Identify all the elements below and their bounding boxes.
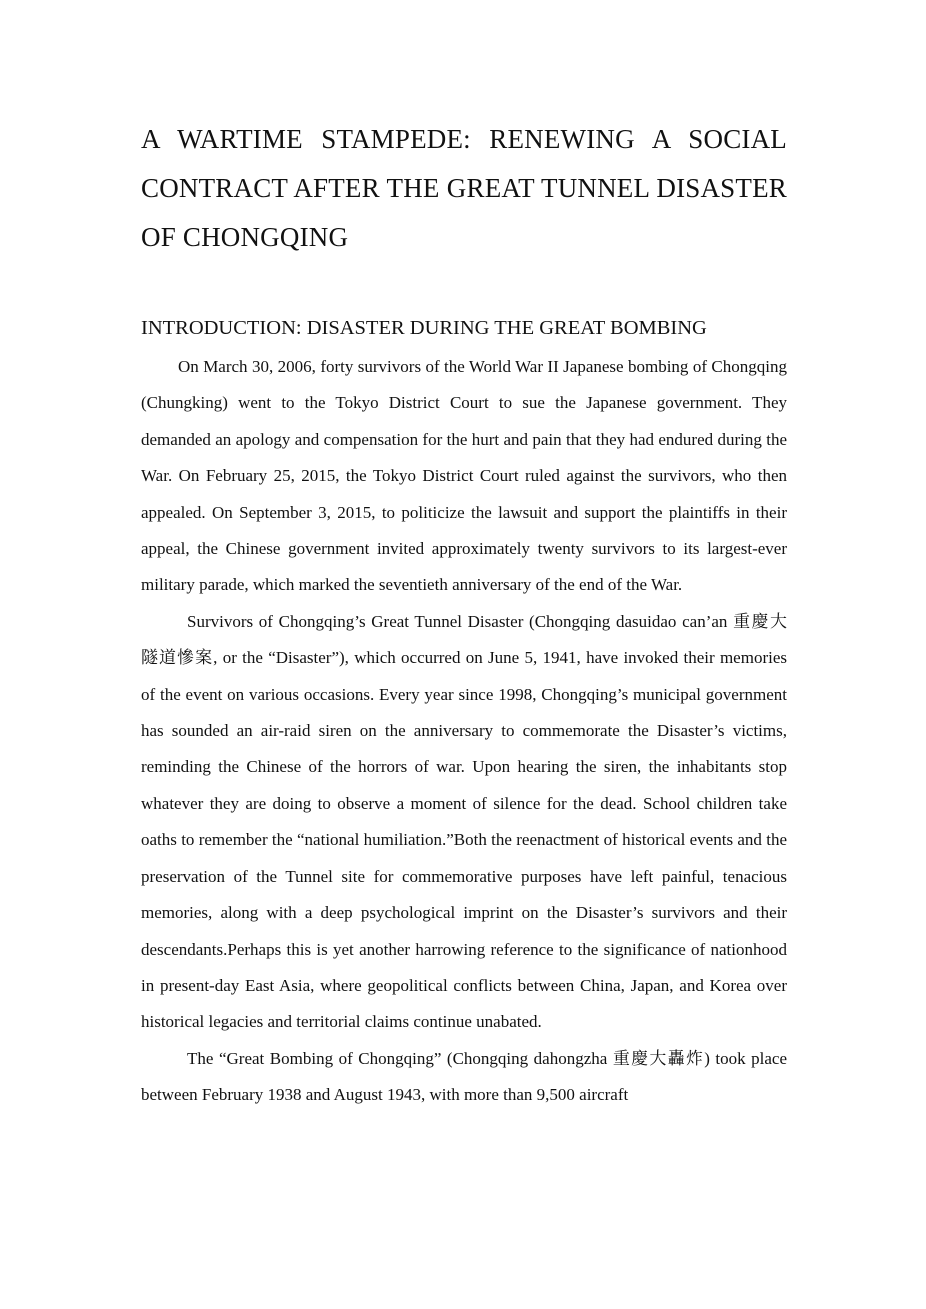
paragraph-2: Survivors of Chongqing’s Great Tunnel Disaster (Chongqing dasuidao can’an 重慶大隧道慘案, or the “Disaster”), which occurred on June 5, 1941, have invoked their memories of the event on various occasions. Every year since 1998, Chongqing’s municipal government has sounded an air-raid siren on the anniversary to commemorate the Disaster’s victims, reminding the Chinese of the horrors of war. Upon hearing the siren, the inhabitants stop whatever they are doing to observe a moment of silence for the dead. School children take oaths to remember the “national humiliation.”Both the reenactment of historical events and the preservation of the Tunnel site for commemorative purposes have left painful, tenacious memories, along with a deep psychological imprint on the Disaster’s survivors and their descendants.Perhaps this is yet another harrowing reference to the significance of nationhood in present-day East Asia, where geopolitical conflicts between China, Japan, and Korea over historical legacies and territorial claims continue unabated. xyxy=(141,611,787,1032)
paragraph-1: On March 30, 2006, forty survivors of the World War II Japanese bombing of Chongqing (Chungking) went to the Tokyo District Court to sue the Japanese government. They demanded an apology and compensation for the hurt and pain that they had endured during the War. On February 25, 2015, the Tokyo District Court ruled against the survivors, who then appealed. On September 3, 2015, to politicize the lawsuit and support the plaintiffs in their appeal, the Chinese government invited approximately twenty survivors to its largest-ever military parade, which marked the seventieth anniversary of the end of the War. xyxy=(141,357,787,595)
section-heading: INTRODUCTION: DISASTER DURING THE GREAT BOMBING xyxy=(141,317,707,339)
paragraph-3: The “Great Bombing of Chongqing” (Chongqing dahongzha 重慶大轟炸) took place between February 1938 and August 1943, with more than 9,500 aircraft xyxy=(141,1048,787,1105)
document-title: A WARTIME STAMPEDE: RENEWING A SOCIAL CONTRACT AFTER THE GREAT TUNNEL DISASTER OF CHONGQING xyxy=(141,124,787,252)
document-page xyxy=(141,115,787,1114)
